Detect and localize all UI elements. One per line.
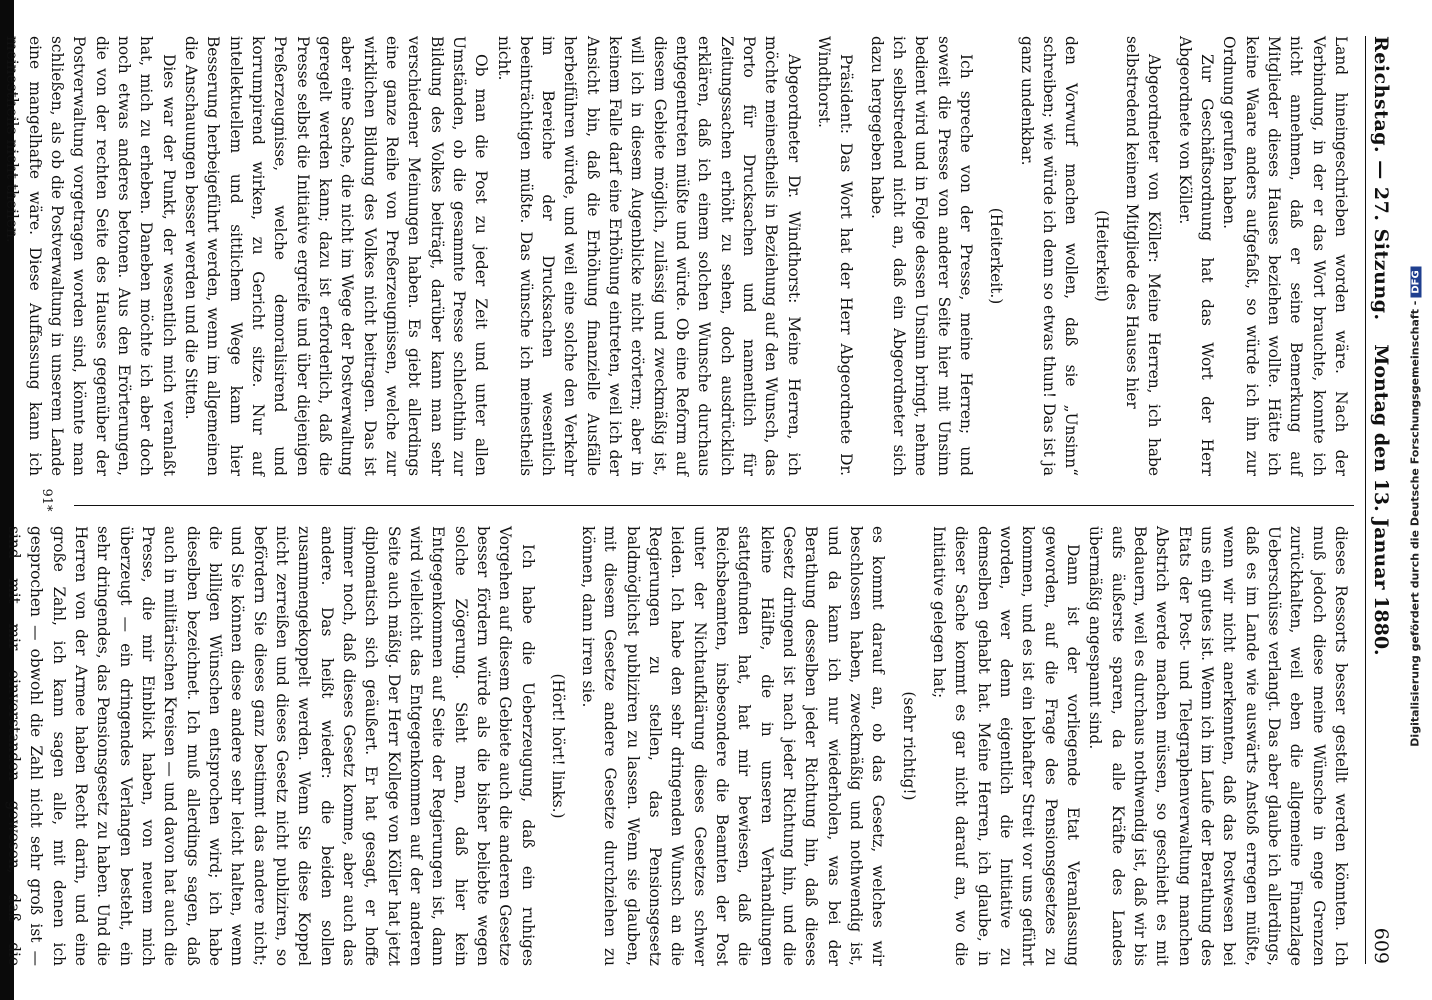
interjection: (Heiterkeit)	[1092, 210, 1111, 302]
paragraph: es kommt darauf an, ob das Gesetz, welches wir beschlossen haben, zweckmäßig und nothwendig ist, und da kann ich nur wiederholen, was bei der Berathung desselben jeder Richtung hin, daß dieses Gesetz dringend ist nach jeder Richtung hin, und die kleine Hälfte, die in unseren Verhandlungen stattgefunden hat, hat mir bewiesen, daß die Reichsbeamten, insbesondere die Beamten der Post unter der Nichtaufklärung dieses Gesetzes schwer leiden. Ich habe den sehr dringenden Wunsch an die Regierungen zu stellen, das Pensionsgesetz baldmöglichst publiziren zu lassen. Wenn sie glauben, mit diesem Gesetze andere Gesetze durchziehen zu können, dann irren sie.	[579, 526, 888, 966]
watermark-label: Digitalisierung gefördert durch die Deutsche Forschungsgemeinschaft -	[1408, 300, 1422, 747]
header-session: Reichstag. — 27. Sitzung.	[1370, 36, 1392, 321]
interjection: (sehr richtig!)	[899, 691, 918, 801]
paragraph: dieses Ressorts besser gestellt werden könnten. Ich muß jedoch diese meine Wünsche in enge Grenzen zurückhalten, weil eben die allgemeine Finanzlage Ueberschüsse verlangt. Das aber glaube ich allerdings, daß es im Lande wie auswärts Anstoß erregen müßte, wenn wir nicht anerkennten, daß das Postwesen bei uns ein gutes ist. Wenn ich im Laufe der Berathung des Etats der Post- und Telegraphenverwaltung manchen Abstrich werde machen müssen, so geschieht es mit Bedauern, weil es durchaus nothwendig ist, daß wir bis aufs äußerste sparen, da alle Kräfte des Landes übermäßig angespannt sind.	[1086, 526, 1350, 966]
column-divider	[74, 505, 1354, 506]
page-header	[1365, 36, 1396, 964]
paragraph: Ich habe die Ueberzeugung, daß ein ruhiges Vorgehen auf diesem Gebiete auch die anderen Gesetze besser fördern würde als die bisher beliebte wegen solche Zögerung. Sieht man, daß hier kein Entgegenkommen auf Seite der Regierungen ist, dann wird vielleicht das Entgegenkommen auf der anderen Seite auch mäßig. Der Herr Kollege von Köller hat jetzt diplomatisch sich geäußert. Er hat gesagt, er hoffe immer noch, daß dieses Gesetz komme, aber auch das andere. Das heißt wieder: die beiden sollen zusammengekoppelt werden. Wenn Sie diese Koppel nicht zerreißen und dieses Gesetz nicht publiziren, so befördern Sie dieses ganz bestimmt das andere nicht; und Sie können diese andere sehr leicht halten, wenn die billigen Wünschen entsprochen wird; ich habe dieselben bezeichnet. Ich muß allerdings sagen, daß auch in militärischen Kreisen — und davon hat auch die Presse, die mir Einblick haben, von neuem mich überzeugt — ein dringendes Verlangen besteht, ein sehr dringendes, das Pensionsgesetz zu haben. Und die Herren von der Armee haben Recht darin, und eine große Zahl, ich kann sagen alle, mit denen ich gesprochen — obwohl die Zahl nicht sehr groß ist — sind mit mir einverstanden gewesen, daß die	[4, 526, 537, 966]
paragraph: Ich spreche von der Presse, meine Herren; und soweit die Presse von anderer Seite hier mit Unsinn bedient wird und in Folge dessen Unsinn bringt, nehme ich selbstredend nicht an, daß ein Abgeordneter sich dazu hergegeben habe.	[867, 36, 976, 476]
dfg-logo-badge: DFG	[1411, 266, 1422, 297]
page-number: 609	[1370, 927, 1392, 964]
paragraph: Land hineingeschrieben worden wäre. Nach der Verbindung, in der er das Wort brauchte, konnte ich nicht annehmen, daß er seine Bemerkung auf Mitglieder dieses Hauses beziehen wollte. Hätte ich keine Waare anders aufgefaßt, so würde ich ihn zur Ordnung gerufen haben.	[1220, 36, 1350, 476]
paragraph: Ob man die Post zu jeder Zeit und unter allen Umständen, ob die gesammte Presse schlechthin zur Bildung des Volkes beiträgt, darüber kann man sehr verschiedener Meinungen haben. Es giebt allerdings eine ganze Reihe von Preßerzeugnissen, welche zur wirklichen Bildung des Volkes nicht beitragen. Das ist aber eine Sache, die nicht im Wege der Postverwaltung geregelt werden kann; dazu ist erforderlich, daß die Presse selbst die Initiative ergreife und über diejenigen Preßerzeugnisse, welche demoralisirend und korrumpirend wirken, zu Gericht sitze. Nur auf intellektuellem und sittlichem Wege kann hier Besserung herbeigeführt werden, wenn im allgemeinen die Anschauungen besser werden und die Sitten.	[181, 36, 491, 476]
left-column	[3, 36, 1352, 476]
paragraph: Präsident: Das Wort hat der Herr Abgeordnete Dr. Windthorst.	[815, 36, 856, 476]
rotated-page	[3, 0, 1402, 1000]
right-column	[4, 526, 1352, 966]
paragraph: Dann ist der vorliegende Etat Veranlassung geworden, auf die Frage des Pensionsgesetzes zu kommen, und es ist ein lebhafter Streit vor uns geführt worden, wer denn eigentlich die Initiative zu demselben gehabt hat. Meine Herren, ich glaube, in dieser Sache kommt es gar nicht darauf an, wo die Initiative gelegen hat;	[930, 526, 1083, 966]
sheet-signature: 91*	[38, 488, 54, 512]
watermark-strip	[1404, 0, 1426, 1000]
paragraph: Abgeordneter Dr. Windthorst: Meine Herren, ich möchte meinestheils in Beziehung auf den Wunsch, das Porto für Drucksachen und namentlich für Zeitungssachen erhöht zu sehen, doch ausdrücklich erklären, daß ich einem solchen Wunsche durchaus entgegentreten müßte und würde. Ob eine Reform auf diesem Gebiete möglich, zulässig und zweckmäßig ist, will ich in diesem Augenblicke nicht erörtern; aber in keinem Falle darf eine Erhöhung eintreten, weil ich der Ansicht bin, daß die Erhöhung finanzielle Ausfälle herbeiführen würde, und weil eine solche den Verkehr im Bereiche der Drucksachen wesentlich beeinträchtigen müßte. Das wünsche ich meinestheils nicht.	[494, 36, 803, 476]
paragraph: Zur Geschäftsordnung hat das Wort der Herr Abgeordnete von Köller.	[1175, 36, 1217, 476]
paragraph: Dies war der Punkt, der wesentlich mich veranlaßt hat, mich zu erheben. Daneben möchte ich aber doch noch etwas anderes betonen. Aus den Erörterungen, die von der rechten Seite des Hauses gegenüber der Postverwaltung vorgetragen worden sind, könnte man schließen, als ob die Postverwaltung in unserem Lande eine mangelhafte wäre. Diese Auffassung kann ich meinestheils nicht theilen.	[3, 36, 178, 476]
interjection: (Hört! hört! links.)	[548, 673, 567, 819]
watermark-text	[1409, 27, 1422, 987]
header-date: Montag den 13. Januar 1880.	[1370, 344, 1392, 656]
paragraph: Abgeordneter von Köller: Meine Herren, ich habe selbstredend keinem Mitgliede des Hauses hier	[1123, 36, 1164, 476]
paragraph: den Vorwurf machen wollen, daß sie „Unsinn“ schreiben; wie würde ich denn so etwas thun! Das ist ja ganz undenkbar.	[1017, 36, 1081, 476]
interjection: (Heiterkeit.)	[987, 207, 1006, 305]
